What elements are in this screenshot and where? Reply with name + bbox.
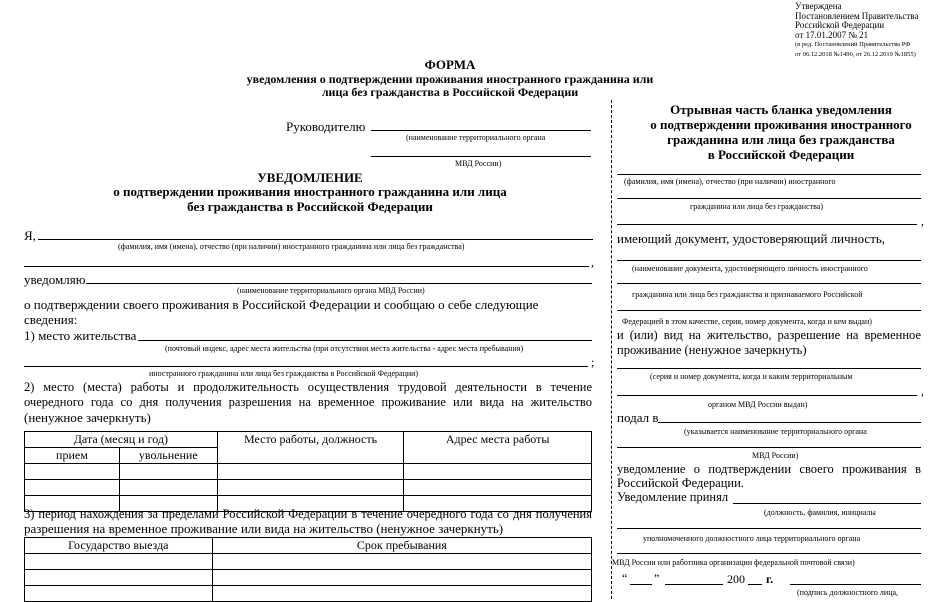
stub-date-year-line[interactable] <box>748 584 762 585</box>
stub-accepted-line-3[interactable] <box>617 553 921 554</box>
col-hire: прием <box>25 448 120 464</box>
name-line-2[interactable] <box>24 266 589 267</box>
stub-name-line-3[interactable] <box>617 224 917 225</box>
stub-name-line-2[interactable] <box>617 198 921 199</box>
stub-doc-label: имеющий документ, удостоверяющий личность, <box>617 231 886 246</box>
stub-date-day[interactable] <box>630 584 652 585</box>
stub-filed-hint: МВД России) <box>752 451 799 460</box>
stub-comma-2: , <box>921 384 924 398</box>
semicolon: ; <box>591 355 595 369</box>
stub-accepted-hint: МВД России или работника организации федеральной почтовой связи) <box>612 558 855 567</box>
approval-line: (в ред. Постановлений Правительства РФ <box>795 41 911 48</box>
item2-text: очередного года со дня получения разрешения на временное проживание или вида на жительство <box>24 395 592 409</box>
residence-line[interactable] <box>138 340 592 341</box>
stub-doc-line-2[interactable] <box>617 283 921 284</box>
stub-date-quote-close: ” <box>654 571 660 585</box>
notify-hint: (наименование территориального органа МВД России) <box>237 286 425 295</box>
stub-permit-hint: органом МВД России выдан) <box>708 400 808 409</box>
item2-text: (ненужное зачеркнуть) <box>24 410 151 425</box>
stub-permit-line-2[interactable] <box>617 395 917 396</box>
stub-doc-hint: (наименование документа, удостоверяющего личность иностранного <box>632 264 868 273</box>
form-label: ФОРМА <box>424 57 476 72</box>
stub-accepted-hint: (должность, фамилия, инициалы <box>764 508 876 517</box>
table-row[interactable] <box>25 464 592 480</box>
to-hint: (наименование территориального органа <box>406 133 546 142</box>
notice-subtitle: о подтверждении проживания иностранного гражданина или лица <box>113 184 507 199</box>
stub-name-hint: (фамилия, имя (имена), отчество (при наличии) иностранного <box>624 177 836 186</box>
to-line-2[interactable] <box>371 156 591 157</box>
notify-line[interactable] <box>86 283 592 284</box>
table-row[interactable] <box>25 554 592 570</box>
stub-name-line[interactable] <box>617 174 921 175</box>
form-subtitle: уведомления о подтверждении проживания иностранного гражданина или <box>246 72 654 86</box>
stub-accepted-hint: уполномоченного должностного лица территориального органа <box>643 534 861 543</box>
residence-line-2[interactable] <box>24 366 588 367</box>
stub-date-month[interactable] <box>665 584 723 585</box>
stub-title: о подтверждении проживания иностранного <box>650 117 912 132</box>
notify-label: уведомляю <box>24 272 86 287</box>
stub-doc-line[interactable] <box>617 260 921 261</box>
stub-sign-hint: (подпись должностного лица, <box>797 588 899 597</box>
stub-permit-line[interactable] <box>617 368 921 369</box>
to-label: Руководителю <box>286 119 366 134</box>
stub-filed-line-2[interactable] <box>617 447 921 448</box>
stub-notice-text: Российской Федерации. <box>617 476 744 490</box>
table-row[interactable] <box>25 586 592 602</box>
name-line[interactable] <box>38 239 593 240</box>
confirm-text: сведения: <box>24 312 78 327</box>
approval-line: от 06.12.2018 №1490, от 26.12.2019 №1855) <box>795 50 916 58</box>
residence-hint: (почтовый индекс, адрес места жительства (при отсутствии места жительства - адрес места пребывания) <box>165 344 524 353</box>
col-country: Государство выезда <box>25 538 213 554</box>
stub-permit-hint: (серия и номер документа, когда и каким территориальным <box>650 372 853 381</box>
stub-sign-line[interactable] <box>790 584 921 585</box>
name-hint: (фамилия, имя (имена), отчество (при наличии) иностранного гражданина или лица без гражданства) <box>118 242 465 251</box>
form-subtitle: лица без гражданства в Российской Федерации <box>321 85 579 99</box>
item3-text: 3) период нахождения за пределами Российской Федерации в течение очередного года со дня получения <box>24 507 592 521</box>
comma: , <box>591 255 594 269</box>
mvd-hint: МВД России) <box>455 159 502 168</box>
table-row[interactable] <box>25 570 592 586</box>
approval-line: от 17.01.2007 № 21 <box>795 29 869 40</box>
residence-label: 1) место жительства <box>24 328 137 343</box>
approval-line: Утверждена <box>795 1 842 11</box>
stub-date-quote-open: “ <box>622 571 628 585</box>
approval-line: Российской Федерации <box>795 20 885 30</box>
stub-doc-hint: гражданина или лица без гражданства и признаваемого Российской <box>632 290 863 299</box>
stub-permit-text: проживание (ненужное зачеркнуть) <box>617 343 807 357</box>
col-work: Место работы, должность <box>217 432 404 464</box>
stub-permit-text: и (или) вид на жительство, разрешение на временное <box>617 328 921 342</box>
stub-doc-hint: Федерацией в этом качестве, серия, номер документа, когда и кем выдан) <box>622 317 872 326</box>
item3-text: разрешения на временное проживание или вида на жительство (ненужное зачеркнуть) <box>24 521 504 536</box>
ya-label: Я, <box>24 228 36 243</box>
stub-accepted-line-2[interactable] <box>617 528 921 529</box>
approval-line: Постановлением Правительства <box>795 10 919 21</box>
stub-accepted-line[interactable] <box>733 503 921 504</box>
stub-title: гражданина или лица без гражданства <box>667 132 895 147</box>
approval-note <box>795 2 945 59</box>
stub-filed-hint: (указывается наименование территориального органа <box>684 427 867 436</box>
stub-comma: , <box>921 214 924 228</box>
stub-title: в Российской Федерации <box>707 147 855 162</box>
table-row[interactable] <box>25 480 592 496</box>
stub-date-year: 200 <box>727 572 745 586</box>
notice-subtitle: без гражданства в Российской Федерации <box>187 199 433 214</box>
stub-doc-line-3[interactable] <box>617 310 921 311</box>
stub-name-hint: гражданина или лица без гражданства) <box>690 202 824 211</box>
work-table <box>24 431 592 512</box>
col-addr: Адрес места работы <box>404 432 592 464</box>
stub-filed-label: подал в <box>617 410 659 425</box>
travel-table <box>24 537 592 602</box>
residence-hint-2: иностранного гражданина или лица без гражданства в Российской Федерации) <box>149 369 419 378</box>
confirm-text: о подтверждении своего проживания в Российской Федерации и сообщаю о себе следующие <box>24 297 539 312</box>
stub-filed-line[interactable] <box>658 422 921 423</box>
notice-title: УВЕДОМЛЕНИЕ <box>257 170 363 185</box>
col-period: Срок пребывания <box>212 538 591 554</box>
stub-date-g: г. <box>766 572 774 586</box>
col-fire: увольнение <box>119 448 217 464</box>
item2-text: 2) место (места) работы и продолжительность осуществления трудовой деятельности в течение <box>24 380 592 394</box>
stub-accepted-label: Уведомление принял <box>617 490 729 504</box>
col-date: Дата (месяц и год) <box>25 432 218 448</box>
to-line[interactable] <box>371 130 591 131</box>
stub-title: Отрывная часть бланка уведомления <box>670 102 892 117</box>
stub-notice-text: уведомление о подтверждении своего проживания в <box>617 462 921 476</box>
